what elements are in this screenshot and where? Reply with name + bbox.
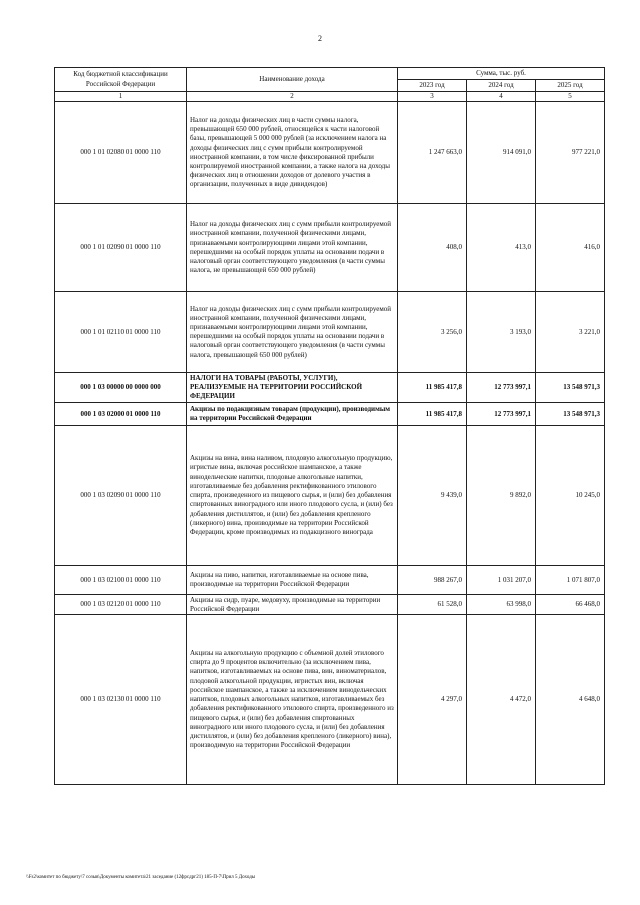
cell-2024: 914 091,0 (467, 102, 536, 204)
cell-2025: 1 071 807,0 (536, 566, 605, 595)
table-row (55, 595, 605, 615)
cell-code: 000 1 03 00000 00 0000 000 (55, 373, 187, 403)
column-number: 4 (467, 92, 536, 102)
cell-code: 000 1 01 02090 01 0000 110 (55, 204, 187, 292)
cell-code: 000 1 03 02130 01 0000 110 (55, 615, 187, 785)
column-header-year-2025: 2025 год (536, 80, 605, 92)
cell-name: Налог на доходы физических лиц с сумм прибыли контролируемой иностранной компании, полученной физическими лицами, признаваемыми контролирующими лицами этой компании, перешедшими на особый порядок уплаты на основании подачи в налоговый орган соответствующего уведомления (в части суммы налога, превышающей 650 000 рублей) (187, 292, 398, 373)
cell-code: 000 1 03 02100 01 0000 110 (55, 566, 187, 595)
cell-name: Акцизы на пиво, напитки, изготавливаемые на основе пива, производимые на территории Российской Федерации (187, 566, 398, 595)
cell-2025: 13 548 971,3 (536, 403, 605, 426)
cell-2023: 4 297,0 (398, 615, 467, 785)
cell-2025: 3 221,0 (536, 292, 605, 373)
cell-2024: 12 773 997,1 (467, 403, 536, 426)
column-header-year-2023: 2023 год (398, 80, 467, 92)
page-number: 2 (318, 34, 322, 43)
cell-name: Акцизы на алкогольную продукцию с объемной долей этилового спирта до 9 процентов включительно (за исключением пива, напитков, изготавливаемых на основе пива, вин, виноматериалов, плодовой алкогольной продукции, игристых вин, включая российское шампанское, а также за исключением винодельческих напитков, плодовых алкогольных напитков, изготавливаемых без добавления ректификованного этилового спирта, произведенного из пищевого сырья, и (или) без добавления спиртованных виноградного или иного плодового сусла, и (или) без добавления дистиллятов, и (или) без добавления крепленого (ликерного) вина), производимую на территории Российской Федерации (187, 615, 398, 785)
cell-name: Акцизы на сидр, пуаре, медовуху, производимые на территории Российской Федерации (187, 595, 398, 615)
cell-name: Налог на доходы физических лиц с сумм прибыли контролируемой иностранной компании, полученной физическими лицами, признаваемыми контролирующими лицами этой компании, перешедшими на особый порядок уплаты на основании подачи в налоговый орган соответствующего уведомления (в части суммы налога, не превышающей 650 000 рублей) (187, 204, 398, 292)
table-row (55, 403, 605, 426)
cell-2025: 10 245,0 (536, 426, 605, 566)
cell-2023: 1 247 663,0 (398, 102, 467, 204)
cell-name: Акцизы по подакцизным товарам (продукции), производимым на территории Российской Федерации (187, 403, 398, 426)
cell-code: 000 1 01 02080 01 0000 110 (55, 102, 187, 204)
table-row (55, 615, 605, 785)
cell-2024: 3 193,0 (467, 292, 536, 373)
cell-code: 000 1 03 02000 01 0000 110 (55, 403, 187, 426)
cell-2025: 4 648,0 (536, 615, 605, 785)
cell-code: 000 1 03 02120 01 0000 110 (55, 595, 187, 615)
file-path-footer: \\Fs2\комитет по бюджету\7 созыв\Документы комитета\21 заседание (12фрсдрг21) 185-П-7\Прил 5 Доходы (26, 875, 256, 880)
column-header-sum: Сумма, тыс. руб. (398, 68, 605, 80)
cell-2024: 4 472,0 (467, 615, 536, 785)
column-header-year-2024: 2024 год (467, 80, 536, 92)
revenue-table (54, 67, 605, 785)
column-header-code: Код бюджетной классификации Российской Федерации (55, 68, 187, 92)
cell-2023: 9 439,0 (398, 426, 467, 566)
cell-code: 000 1 01 02110 01 0000 110 (55, 292, 187, 373)
cell-2025: 66 468,0 (536, 595, 605, 615)
cell-2025: 13 548 971,3 (536, 373, 605, 403)
cell-2024: 9 892,0 (467, 426, 536, 566)
cell-2023: 11 985 417,8 (398, 403, 467, 426)
cell-name: Налог на доходы физических лиц в части суммы налога, превышающей 650 000 рублей, относящейся к части налоговой базы, превышающей 5 000 000 рублей (за исключением налога на доходы физических лиц с сумм прибыли контролируемой иностранной компании, в том числе фиксированной прибыли контролируемой иностранной компании, а также налога на доходы физических лиц в отношении доходов от долевого участия в организации, полученных в виде дивидендов) (187, 102, 398, 204)
cell-2023: 988 267,0 (398, 566, 467, 595)
cell-2024: 413,0 (467, 204, 536, 292)
table-row (55, 204, 605, 292)
cell-2024: 12 773 997,1 (467, 373, 536, 403)
cell-2025: 416,0 (536, 204, 605, 292)
table-row (55, 102, 605, 204)
column-number: 5 (536, 92, 605, 102)
table-row (55, 566, 605, 595)
column-number: 2 (187, 92, 398, 102)
cell-code: 000 1 03 02090 01 0000 110 (55, 426, 187, 566)
column-number: 1 (55, 92, 187, 102)
table-row (55, 292, 605, 373)
table-row (55, 373, 605, 403)
table-row (55, 426, 605, 566)
column-number: 3 (398, 92, 467, 102)
cell-name: НАЛОГИ НА ТОВАРЫ (РАБОТЫ, УСЛУГИ), РЕАЛИЗУЕМЫЕ НА ТЕРРИТОРИИ РОССИЙСКОЙ ФЕДЕРАЦИИ (187, 373, 398, 403)
cell-2023: 11 985 417,8 (398, 373, 467, 403)
cell-2023: 3 256,0 (398, 292, 467, 373)
cell-2023: 61 528,0 (398, 595, 467, 615)
cell-2024: 63 998,0 (467, 595, 536, 615)
cell-2025: 977 221,0 (536, 102, 605, 204)
column-header-name: Наименование дохода (187, 68, 398, 92)
cell-name: Акцизы на вина, вина наливом, плодовую алкогольную продукцию, игристые вина, включая российское шампанское, а также винодельческие напитки, плодовые алкогольные напитки, изготавливаемые без добавления ректификованного этилового спирта, произведенного из пищевого сырья, и (или) без добавления спиртованных виноградного или иного плодового сусла, и (или) без добавления дистиллятов, и (или) без добавления крепленого (ликерного) вина, производимые на территории Российской Федерации, кроме производимых из подакцизного винограда (187, 426, 398, 566)
cell-2024: 1 031 207,0 (467, 566, 536, 595)
cell-2023: 408,0 (398, 204, 467, 292)
